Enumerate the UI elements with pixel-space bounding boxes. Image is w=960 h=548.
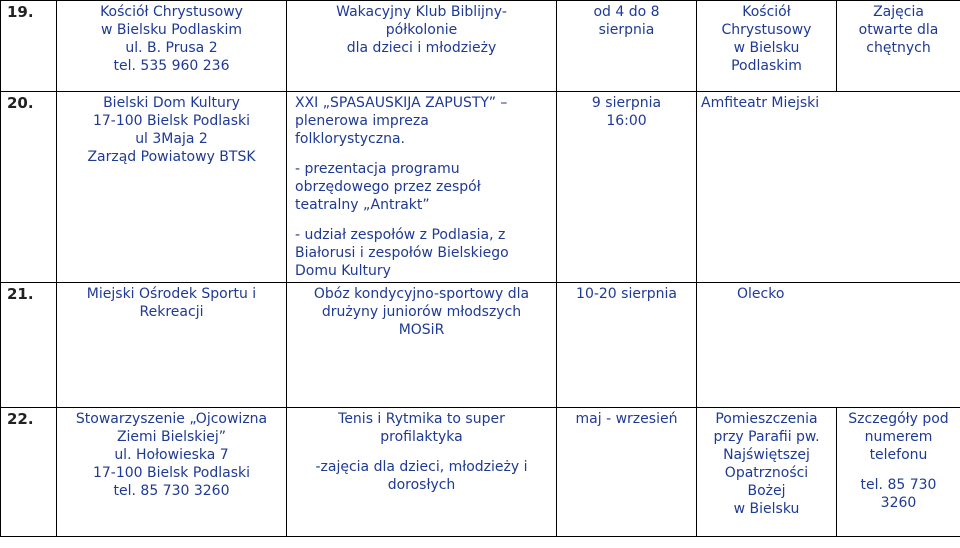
place-line: Najświętszej — [723, 447, 810, 463]
spacer — [291, 446, 552, 458]
notes-cell — [837, 1, 960, 92]
event-line: Białorusi i zespołów Bielskiego — [295, 245, 509, 261]
table-row — [1, 1, 960, 92]
notes-line: tel. 85 730 3260 — [860, 477, 937, 511]
event-line: Wakacyjny Klub Biblijny- — [336, 4, 507, 20]
row-number: 21. — [1, 283, 57, 408]
date-line: od 4 do 8 — [593, 4, 660, 20]
spacer — [841, 464, 956, 476]
event-line: półkolonie — [385, 22, 458, 38]
spacer — [295, 214, 552, 226]
organizer-cell — [57, 283, 287, 408]
event-line: Domu Kultury — [295, 263, 391, 279]
date-line: 10-20 sierpnia — [576, 286, 677, 302]
event-line: teatralny „Antrakt” — [295, 197, 430, 213]
organizer-line: Zarząd Powiatowy BTSK — [87, 149, 256, 165]
organizer-cell — [57, 92, 287, 283]
event-line: obrzędowego przez zespół — [295, 179, 481, 195]
table-row — [1, 92, 960, 283]
date-line: maj - wrzesień — [575, 411, 678, 427]
event-line: - prezentacja programu — [295, 161, 460, 177]
date-line: 9 sierpnia — [591, 95, 662, 111]
place-line: Opatrzności — [724, 465, 809, 481]
notes-line: chętnych — [866, 40, 931, 56]
organizer-line: Stowarzyszenie „Ojcowizna — [75, 411, 268, 427]
row-number: 22. — [1, 408, 57, 537]
place-line: Pomieszczenia — [715, 411, 818, 427]
event-line: - udział zespołów z Podlasia, z — [295, 227, 506, 243]
notes-cell — [837, 408, 960, 537]
notes-line: Zajęcia — [873, 4, 924, 20]
organizer-line: ul. B. Prusa 2 — [125, 40, 218, 56]
row-number: 20. — [1, 92, 57, 283]
organizer-line: 17-100 Bielsk Podlaski — [92, 465, 251, 481]
place-line: Kościół — [742, 4, 791, 20]
organizer-line: Miejski Ośrodek Sportu i — [86, 286, 257, 302]
notes-line: otwarte dla — [858, 22, 939, 38]
event-cell — [287, 92, 557, 283]
date-line: 16:00 — [606, 113, 647, 129]
place-cell — [697, 283, 960, 408]
event-line: plenerowa impreza — [295, 113, 429, 129]
notes-line: Szczegóły pod — [848, 411, 949, 427]
event-line: Obóz kondycyjno-sportowy dla — [313, 286, 530, 302]
date-cell — [557, 408, 697, 537]
spacer — [295, 148, 552, 160]
place-line: w Bielsku — [733, 40, 800, 56]
event-line: Tenis i Rytmika to super — [338, 411, 505, 427]
organizer-line: Kościół Chrystusowy — [100, 4, 243, 20]
event-line: -zajęcia dla dzieci, młodzieży i — [315, 459, 528, 475]
organizer-cell — [57, 408, 287, 537]
date-line: sierpnia — [598, 22, 655, 38]
event-line: drużyny juniorów młodszych — [321, 304, 522, 320]
place-line: Amfiteatr Miejski — [701, 95, 820, 111]
event-line: dorosłych — [387, 477, 456, 493]
place-line: przy Parafii pw. — [713, 429, 820, 445]
organizer-line: Rekreacji — [139, 304, 204, 320]
organizer-line: ul 3Maja 2 — [135, 131, 208, 147]
organizer-cell — [57, 1, 287, 92]
table-row — [1, 408, 960, 537]
place-line: w Bielsku — [733, 501, 800, 517]
event-line: folklorystyczna. — [295, 131, 406, 147]
organizer-line: w Bielsku Podlaskim — [101, 22, 242, 38]
event-line: MOSiR — [398, 322, 445, 338]
event-cell — [287, 1, 557, 92]
place-cell — [697, 92, 960, 283]
event-line: profilaktyka — [380, 429, 463, 445]
date-cell — [557, 1, 697, 92]
row-number: 19. — [1, 1, 57, 92]
place-line: Bożej — [747, 483, 786, 499]
event-line: dla dzieci i młodzieży — [346, 40, 497, 56]
date-cell — [557, 283, 697, 408]
table-row — [1, 283, 960, 408]
place-cell — [697, 1, 837, 92]
organizer-line: Bielski Dom Kultury — [103, 95, 240, 111]
event-cell — [287, 283, 557, 408]
place-line: Olecko — [737, 286, 785, 302]
notes-line: numerem — [864, 429, 933, 445]
organizer-line: Ziemi Bielskiej” — [116, 429, 227, 445]
notes-line: telefonu — [869, 447, 928, 463]
event-cell — [287, 408, 557, 537]
organizer-line: tel. 535 960 236 — [113, 58, 230, 74]
organizer-line: ul. Hołowieska 7 — [114, 447, 229, 463]
place-line: Chrystusowy — [721, 22, 812, 38]
organizer-line: tel. 85 730 3260 — [113, 483, 230, 499]
organizer-line: 17-100 Bielsk Podlaski — [92, 113, 251, 129]
date-cell — [557, 92, 697, 283]
place-cell — [697, 408, 837, 537]
event-line: XXI „SPASAUSKIJA ZAPUSTY” – — [295, 95, 508, 111]
place-line: Podlaskim — [731, 58, 802, 74]
